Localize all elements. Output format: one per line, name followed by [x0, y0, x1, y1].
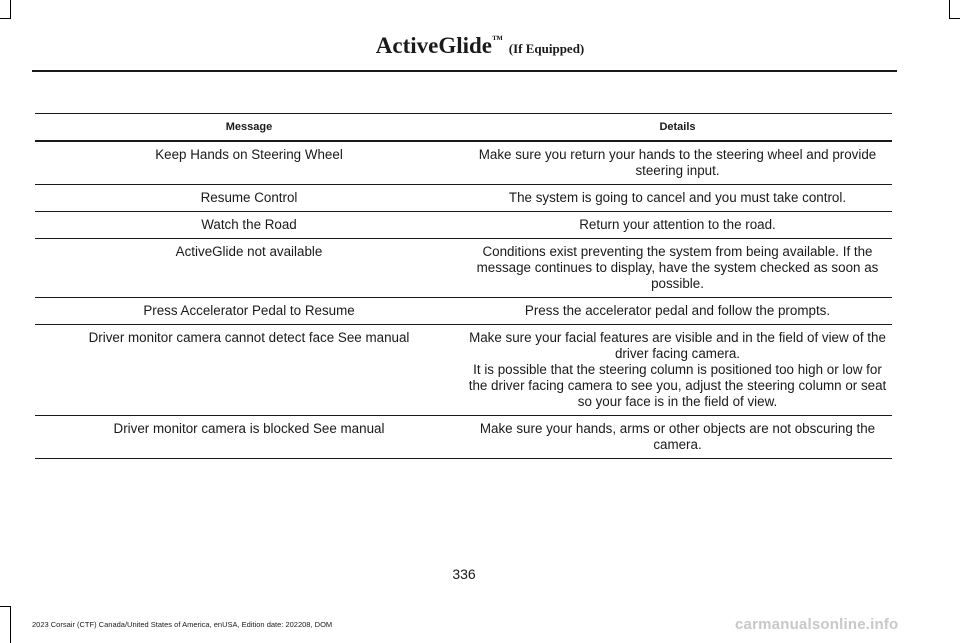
column-header-message: Message — [35, 114, 463, 142]
watermark: carmanualsonline.info — [735, 616, 899, 633]
message-cell: Watch the Road — [35, 212, 463, 239]
details-cell — [463, 212, 892, 239]
messages-table — [35, 113, 892, 459]
header-rule — [32, 70, 897, 72]
details-cell — [463, 298, 892, 325]
details-cell — [463, 325, 892, 416]
table-row — [35, 325, 892, 416]
message-cell: ActiveGlide not available — [35, 239, 463, 298]
details-text: Press the accelerator pedal and follow the prompts. — [524, 303, 831, 318]
table-row — [35, 298, 892, 325]
table-row — [35, 416, 892, 459]
details-text: Conditions exist preventing the system from being available. If the message continues to display, have the system checked as soon as possible. — [476, 244, 879, 291]
table-row — [35, 141, 892, 185]
details-text: Make sure your facial features are visible and in the field of view of the driver facing camera. — [469, 330, 886, 361]
message-cell: Resume Control — [35, 185, 463, 212]
crop-mark-top-right-h — [949, 18, 960, 19]
column-header-details: Details — [463, 114, 892, 142]
details-text: The system is going to cancel and you must take control. — [508, 190, 847, 205]
message-cell: Press Accelerator Pedal to Resume — [35, 298, 463, 325]
crop-mark-bottom-left-h — [0, 606, 11, 607]
table-row — [35, 239, 892, 298]
details-cell — [463, 416, 892, 459]
table-row — [35, 185, 892, 212]
footer-edition-text: 2023 Corsair (CTF) Canada/United States of America, enUSA, Edition date: 202208, DOM — [32, 620, 333, 629]
crop-mark-bottom-left-v — [10, 606, 11, 643]
trademark-symbol: ™ — [492, 34, 503, 46]
details-cell — [463, 185, 892, 212]
crop-mark-top-left-h — [0, 18, 11, 19]
details-text: Make sure you return your hands to the steering wheel and provide steering input. — [478, 147, 877, 178]
details-text: Make sure your hands, arms or other objects are not obscuring the camera. — [479, 421, 876, 452]
message-cell: Driver monitor camera is blocked See manual — [35, 416, 463, 459]
message-cell: Driver monitor camera cannot detect face See manual — [35, 325, 463, 416]
details-text: Return your attention to the road. — [579, 217, 776, 232]
page-header-title — [0, 33, 960, 59]
details-cell — [463, 239, 892, 298]
header-qualifier: (If Equipped) — [508, 41, 585, 56]
table-row — [35, 212, 892, 239]
details-text: It is possible that the steering column is positioned too high or low for the driver facing camera to see you, adjust the steering column or seat so your face is in the field of view. — [468, 362, 887, 409]
message-cell: Keep Hands on Steering Wheel — [35, 141, 463, 185]
crop-mark-top-right-v — [949, 0, 950, 18]
header-title-text: ActiveGlide — [375, 33, 492, 58]
table-header-row — [35, 114, 892, 142]
page-number: 336 — [452, 566, 476, 582]
details-cell — [463, 141, 892, 185]
crop-mark-top-left-v — [10, 0, 11, 18]
